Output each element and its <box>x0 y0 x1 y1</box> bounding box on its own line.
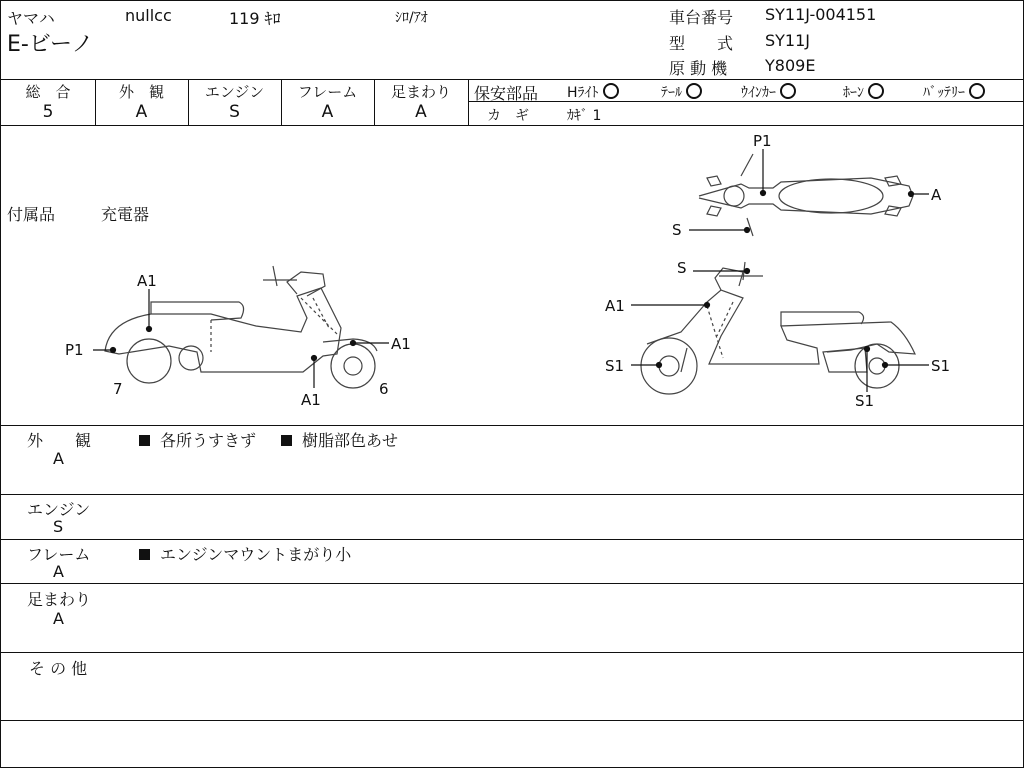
remark-label-suspension: 足まわり <box>27 590 92 609</box>
ok-circle-icon <box>969 83 985 99</box>
label-7: 7 <box>113 380 123 398</box>
remark-note: 各所うすきず <box>139 428 256 451</box>
bullet-icon <box>139 549 150 560</box>
grade-label-exterior: 外 観 <box>118 83 164 101</box>
remark-label-exterior: 外 観 <box>27 431 92 450</box>
remark-note: エンジンマウントまがり小 <box>139 542 351 565</box>
grade-label-overall: 総 合 <box>25 83 71 101</box>
model-name: E-ビーノ <box>7 32 94 57</box>
label-top-p1: P1 <box>753 132 772 150</box>
safety-item-horn: ﾎｰﾝ <box>843 82 884 102</box>
label-right-a1: A1 <box>605 297 625 315</box>
remark-grade-exterior: A <box>53 449 64 468</box>
safety-item-headlight: Hﾗｲﾄ <box>567 82 619 102</box>
grade-value-overall: 5 <box>42 102 54 122</box>
scooter-side-right <box>641 262 915 394</box>
engine-model: Y809E <box>765 56 816 75</box>
key-label: カ ギ <box>487 108 529 124</box>
ok-circle-icon <box>686 83 702 99</box>
displacement: nullcc <box>125 6 172 25</box>
maker: ヤマハ <box>7 9 55 28</box>
label-p1: P1 <box>65 341 84 359</box>
key-value: ｶｷﾞ 1 <box>567 108 602 124</box>
label-a1-bottom: A1 <box>301 391 321 409</box>
damage-diagram <box>1 126 1023 424</box>
label-a1-top: A1 <box>137 272 157 290</box>
accessories-label: 付属品 <box>7 205 56 224</box>
engine-model-label: 原 動 機 <box>669 59 728 78</box>
ok-circle-icon <box>780 83 796 99</box>
safety-item-tail: ﾃｰﾙ <box>661 82 702 102</box>
remark-label-frame: フレーム <box>27 545 91 564</box>
label-a1-right: A1 <box>391 335 411 353</box>
label-top-s: S <box>672 221 682 239</box>
grade-label-suspension: 足まわり <box>390 83 451 101</box>
grade-value-engine: S <box>229 102 240 122</box>
grade-label-engine: エンジン <box>204 83 265 101</box>
remark-grade-frame: A <box>53 562 64 581</box>
label-right-s1-bottom: S1 <box>855 392 875 410</box>
safety-label: 保安部品 <box>474 84 539 103</box>
label-6: 6 <box>379 380 389 398</box>
bullet-icon <box>281 435 292 446</box>
accessories-value: 充電器 <box>101 205 150 224</box>
label-right-s: S <box>677 259 687 277</box>
label-right-s1-right: S1 <box>931 357 951 375</box>
divider <box>1 79 1023 80</box>
grade-label-frame: フレーム <box>297 83 358 101</box>
grade-value-frame: A <box>321 102 334 122</box>
model-type-label: 型 式 <box>669 34 734 53</box>
grade-value-exterior: A <box>135 102 148 122</box>
safety-item-battery: ﾊﾞｯﾃﾘｰ <box>923 82 985 102</box>
mileage: 119 ｷﾛ <box>229 9 281 28</box>
remark-note: 樹脂部色あせ <box>281 428 398 451</box>
scooter-top-view <box>699 154 913 236</box>
remark-grade-suspension: A <box>53 609 64 628</box>
frame-no-label: 車台番号 <box>669 8 734 27</box>
remark-label-other: そ の 他 <box>29 659 88 678</box>
grade-value-suspension: A <box>415 102 427 122</box>
color: ｼﾛ/ｱｵ <box>395 10 428 26</box>
remark-grade-engine: S <box>53 517 64 536</box>
safety-item-winker: ｳｲﾝｶｰ <box>741 82 796 102</box>
model-type: SY11J <box>765 31 811 50</box>
ok-circle-icon <box>603 83 619 99</box>
label-top-a: A <box>931 186 942 204</box>
label-right-s1-left: S1 <box>605 357 625 375</box>
ok-circle-icon <box>868 83 884 99</box>
frame-no: SY11J-004151 <box>765 5 877 24</box>
remark-label-engine: エンジン <box>27 500 91 519</box>
bullet-icon <box>139 435 150 446</box>
